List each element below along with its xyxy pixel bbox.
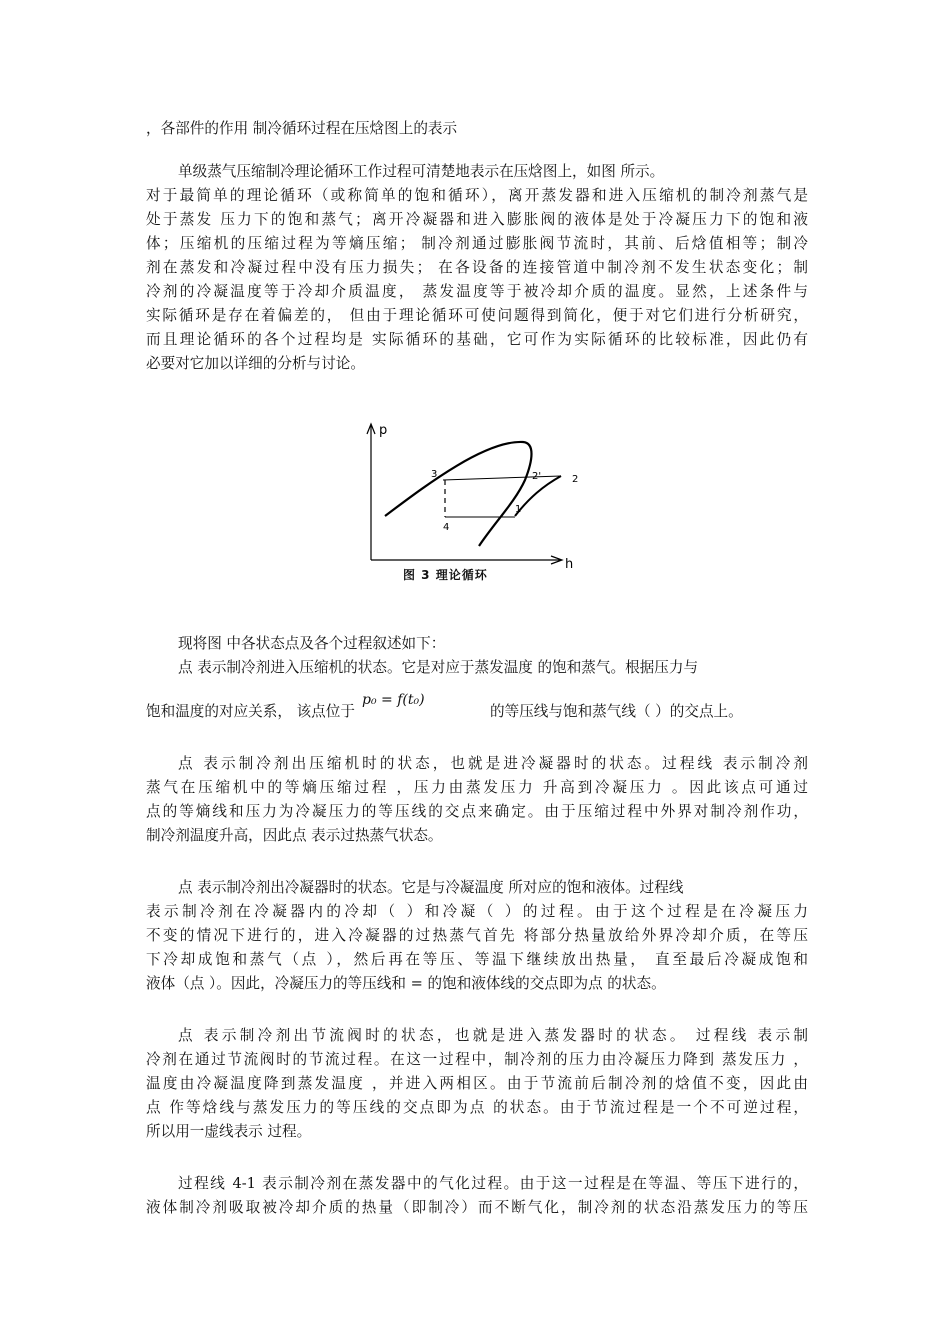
text-line: 必要对它加以详细的分析与讨论。 [146,355,365,372]
point-4-label: 4 [443,522,450,533]
text-line: 而且理论循环的各个过程均是 实际循环的基础，它可作为实际循环的比较标准，因此仍有 [146,331,808,348]
text-line: 液体制冷剂吸取被冷却介质的热量（即制冷）而不断气化，制冷剂的状态沿蒸发压力的等压 [146,1199,808,1216]
text-line: 液体（点 ）。因此，冷凝压力的等压线和 = 的饱和液体线的交点即为点 的状态。 [146,975,666,992]
text-line: 对于最简单的理论循环（或称简单的饱和循环），离开蒸发器和进入压缩机的制冷剂蒸气是 [146,187,808,204]
text-line: 体；压缩机的压缩过程为等熵压缩； 制冷剂通过膨胀阀节流时，其前、后焓值相等；制冷 [146,235,808,252]
text-line: 现将图 中各状态点及各个过程叙述如下： [178,635,446,652]
h-axis-label: h [565,557,574,572]
text-line: 下冷却成饱和蒸气（点 ），然后再在等压、等温下继续放出热量， 直至最后冷凝成饱和 [146,951,808,968]
text-line: 点 表示制冷剂出压缩机时的状态，也就是进冷凝器时的状态。过程线 表示制冷剂 [178,755,808,772]
text-line: 单级蒸气压缩制冷理论循环工作过程可清楚地表示在压焓图上，如图 所示。 [178,163,665,180]
text-line: 点 表示制冷剂进入压缩机的状态。它是对应于蒸发温度 的饱和蒸气。根据压力与 [178,659,699,676]
text-line: 冷剂的冷凝温度等于冷却介质温度， 蒸发温度等于被冷却介质的温度。显然，上述条件与 [146,283,808,300]
condensing-line [443,476,561,480]
text-line: 表示制冷剂在冷凝器内的冷却（ ）和冷凝（ ）的过程。由于这个过程是在冷凝压力 [146,903,808,920]
text-line: 温度由冷凝温度降到蒸发温度 ，并进入两相区。由于节流前后制冷剂的焓值不变，因此由 [146,1075,808,1092]
text-line: 点 表示制冷剂出节流阀时的状态，也就是进入蒸发器时的状态。 过程线 表示制 [178,1027,808,1044]
point-3-label: 3 [431,469,438,480]
text-line: 点 表示制冷剂出冷凝器时的状态。它是与冷凝温度 所对应的饱和液体。过程线 [178,879,684,896]
text-line: 点的等熵线和压力为冷凝压力的等压线的交点来确定。由于压缩过程中外界对制冷剂作功， [146,803,808,820]
text-line: 制冷剂温度升高，因此点 表示过热蒸气状态。 [146,827,443,844]
point-2-label: 2 [572,474,579,485]
saturation-formula: p₀ = f(t₀) [362,692,425,708]
text-line: 所以用一虚线表示 过程。 [146,1123,312,1140]
ph-diagram [365,420,580,590]
point-2prime-label: 2' [532,471,542,482]
text-line: 饱和温度的对应关系， 该点位于 [146,703,355,720]
compression-line [515,476,561,516]
text-line: 实际循环是存在着偏差的， 但由于理论循环可使问题得到简化，便于对它们进行分析研究， [146,307,808,324]
text-line: 冷剂在通过节流阀时的节流过程。在这一过程中，制冷剂的压力由冷凝压力降到 蒸发压力 ， [146,1051,808,1068]
point-1-label: 1 [515,504,522,515]
text-line: 点 作等焓线与蒸发压力的等压线的交点即为点 的状态。由于节流过程是一个不可逆过程， [146,1099,808,1116]
text-line: 蒸气在压缩机中的等熵压缩过程 ，压力由蒸发压力 升高到冷凝压力 。因此该点可通过 [146,779,808,796]
saturation-curve [385,442,532,546]
section-title: ，各部件的作用 制冷循环过程在压焓图上的表示 [146,120,458,137]
text-line: 的等压线与饱和蒸气线（ ）的交点上。 [490,703,743,720]
text-line: 过程线 4-1 表示制冷剂在蒸发器中的气化过程。由于这一过程是在等温、等压下进行的， [178,1175,808,1192]
figure-caption: 图 3 理论循环 [403,568,488,582]
p-axis-label: p [379,423,388,438]
text-line: 剂在蒸发和冷凝过程中没有压力损失； 在各设备的连接管道中制冷剂不发生状态变化；制 [146,259,808,276]
text-line: 处于蒸发 压力下的饱和蒸气；离开冷凝器和进入膨胀阀的液体是处于冷凝压力下的饱和液 [146,211,808,228]
text-line: 不变的情况下进行的，进入冷凝器的过热蒸气首先 将部分热量放给外界冷却介质，在等压 [146,927,808,944]
